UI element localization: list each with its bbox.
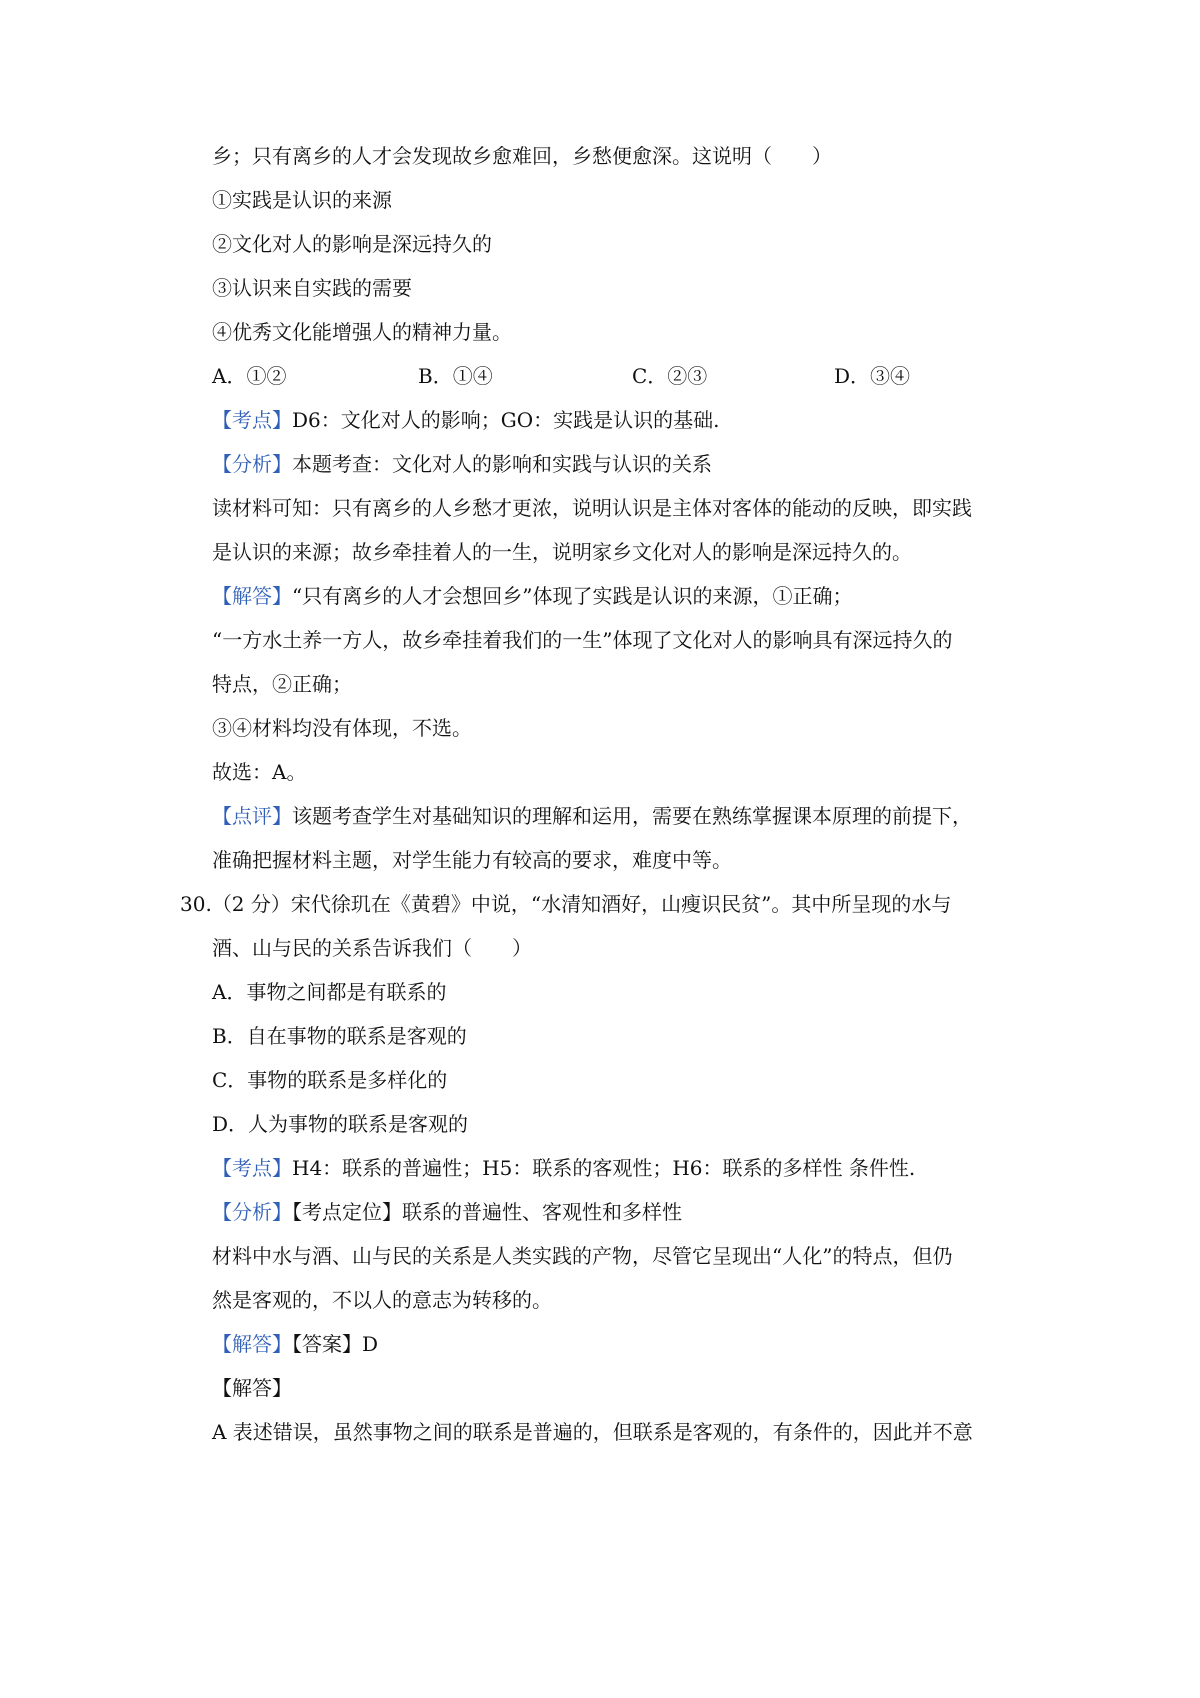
jieda-text: 【答案】D	[292, 1332, 379, 1356]
jieda-tag: 【解答】	[212, 1332, 292, 1356]
q29-jieda-3: 特点，②正确；	[212, 672, 352, 696]
q29-analysis-1: 读材料可知：只有离乡的人乡愁才更浓，说明认识是主体对客体的能动的反映，即实践	[212, 496, 972, 520]
q29-jieda-2: “一方水土养一方人，故乡牵挂着我们的一生”体现了文化对人的影响具有深远持久的	[212, 628, 953, 652]
q30-stem-text: （2 分）宋代徐玑在《黄碧》中说，“水清知酒好，山瘦识民贫”。其中所呈现的水与	[211, 892, 952, 916]
jieda-text: “只有离乡的人才会想回乡”体现了实践是认识的来源，①正确；	[292, 584, 853, 608]
q30-option-a: A．事物之间都是有联系的	[212, 980, 447, 1004]
kaodian-text: H4：联系的普遍性；H5：联系的客观性；H6：联系的多样性 条件性.	[292, 1156, 916, 1180]
q29-option-b: B．①④	[418, 364, 493, 388]
q29-statement-1: ①实践是认识的来源	[212, 188, 392, 212]
fenxi-tag: 【分析】	[212, 452, 292, 476]
q29-dianping	[212, 802, 972, 830]
fenxi-text: 【考点定位】联系的普遍性、客观性和多样性	[292, 1200, 682, 1224]
q30-analysis-1: 材料中水与酒、山与民的关系是人类实践的产物，尽管它呈现出“人化”的特点，但仍	[212, 1244, 953, 1268]
q29-kaodian	[212, 406, 720, 434]
fenxi-tag: 【分析】	[212, 1200, 292, 1224]
q30-option-c: C．事物的联系是多样化的	[212, 1068, 448, 1092]
fenxi-text: 本题考查：文化对人的影响和实践与认识的关系	[292, 452, 712, 476]
q29-answer: 故选：A。	[212, 760, 307, 784]
dianping-tag: 【点评】	[212, 804, 292, 828]
q29-statement-2: ②文化对人的影响是深远持久的	[212, 232, 492, 256]
q30-option-d: D．人为事物的联系是客观的	[212, 1112, 469, 1136]
q29-stem-tail: 乡；只有离乡的人才会发现故乡愈难回，乡愁便愈深。这说明（ ）	[212, 144, 832, 168]
q29-statement-4: ④优秀文化能增强人的精神力量。	[212, 320, 512, 344]
q29-fenxi	[212, 450, 712, 478]
q29-dianping-2: 准确把握材料主题，对学生能力有较高的要求，难度中等。	[212, 848, 732, 872]
q30-option-b: B．自在事物的联系是客观的	[212, 1024, 467, 1048]
q30-kaodian	[212, 1154, 915, 1182]
q30-jieda-2: 【解答】	[212, 1376, 292, 1400]
q29-option-d: D．③④	[834, 364, 911, 388]
q30-jieda	[212, 1330, 378, 1358]
q30-stem-2: 酒、山与民的关系告诉我们（ ）	[212, 936, 532, 960]
q30-stem-1	[180, 890, 951, 918]
kaodian-tag: 【考点】	[212, 1156, 292, 1180]
q30-fenxi	[212, 1198, 682, 1226]
jieda-tag: 【解答】	[212, 584, 292, 608]
dianping-text: 该题考查学生对基础知识的理解和运用，需要在熟练掌握课本原理的前提下，	[292, 804, 972, 828]
q29-option-c: C．②③	[632, 364, 708, 388]
q29-statement-3: ③认识来自实践的需要	[212, 276, 412, 300]
q30-analysis-2: 然是客观的，不以人的意志为转移的。	[212, 1288, 552, 1312]
kaodian-tag: 【考点】	[212, 408, 292, 432]
q29-jieda	[212, 582, 852, 610]
kaodian-text: D6：文化对人的影响；GO：实践是认识的基础.	[292, 408, 720, 432]
q30-number: 30.	[180, 892, 212, 916]
q29-option-a: A．①②	[212, 364, 287, 388]
q29-jieda-4: ③④材料均没有体现，不选。	[212, 716, 472, 740]
q29-analysis-2: 是认识的来源；故乡牵挂着人的一生，说明家乡文化对人的影响是深远持久的。	[212, 540, 912, 564]
q30-jieda-3: A 表述错误，虽然事物之间的联系是普遍的，但联系是客观的，有条件的，因此并不意	[212, 1420, 973, 1444]
